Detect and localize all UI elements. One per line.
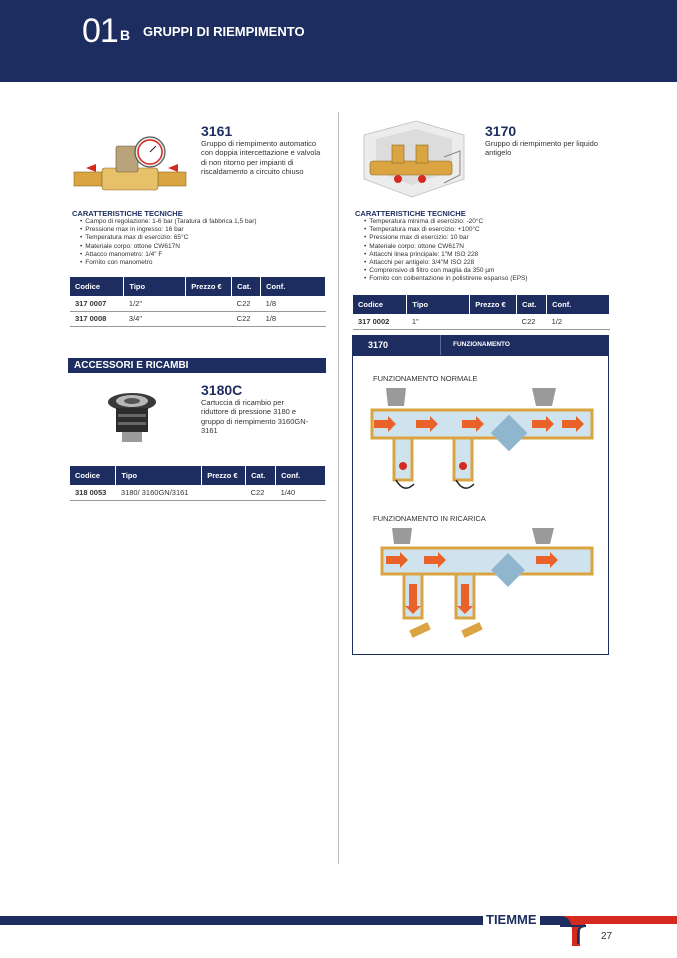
product-table-3170 (353, 295, 610, 330)
col-tipo: Tipo (407, 295, 470, 314)
cell-cat: C22 (232, 296, 261, 311)
spec-item: • Temperatura max di esercizio: 65°C (80, 234, 257, 242)
col-prezzo: Prezzo € (186, 277, 232, 296)
specs-list-3161 (80, 218, 257, 267)
table-row (70, 311, 326, 326)
product-code-3161: 3161 (201, 123, 233, 139)
product-3170-image (356, 117, 468, 205)
col-codice: Codice (353, 295, 407, 314)
cell-type: 1/2" (124, 296, 186, 311)
spec-item: • Attacchi per antigelo: 3/4"M ISO 228 (364, 259, 528, 267)
col-cat: Cat. (517, 295, 547, 314)
product-table-3180c (70, 466, 326, 501)
cell-price (202, 485, 246, 500)
product-description-3180c: Cartuccia di ricambio per riduttore di pressione 3180 e gruppo di riempimento 3160GN-3161 (201, 398, 309, 435)
brand-logo-text: TIEMME (483, 912, 540, 927)
cell-conf: 1/8 (261, 311, 326, 326)
column-divider (338, 112, 339, 864)
cell-cat: C22 (517, 314, 547, 329)
table-row (353, 314, 610, 329)
cell-price (470, 314, 517, 329)
table-row (70, 296, 326, 311)
cell-type: 3180/ 3160GN/3161 (116, 485, 202, 500)
product-code-3180c: 3180C (201, 382, 243, 398)
cell-conf: 1/40 (276, 485, 326, 500)
cell-type: 1" (407, 314, 470, 329)
specs-title-3161: CARATTERISTICHE TECNICHE (72, 209, 183, 218)
cell-conf: 1/8 (261, 296, 326, 311)
table-row (70, 485, 326, 500)
page-title: GRUPPI DI RIEMPIMENTO (143, 24, 305, 39)
col-codice: Codice (70, 466, 116, 485)
recharge-operation-label: FUNZIONAMENTO IN RICARICA (373, 514, 486, 523)
spec-item: • Fornito con manometro (80, 259, 257, 267)
cell-price (186, 311, 232, 326)
product-code-3170: 3170 (485, 123, 517, 139)
function-header (352, 335, 609, 355)
spec-item: • Pressione max in ingresso: 16 bar (80, 226, 257, 234)
spec-item: • Fornito con coibentazione in polistirene espanso (EPS) (364, 275, 528, 283)
col-tipo: Tipo (124, 277, 186, 296)
spec-item: • Pressione max di esercizio: 10 bar (364, 234, 528, 242)
spec-item: • Attacchi linea principale: 1"M ISO 228 (364, 251, 528, 259)
cell-price (186, 296, 232, 311)
cell-code: 318 0053 (70, 485, 116, 500)
product-3161-image (72, 128, 190, 200)
product-description-3161: Gruppo di riempimento automatico con doppia intercettazione e valvola di non ritorno per impianti di riscaldamento a circuito chiuso (201, 139, 321, 176)
col-cat: Cat. (232, 277, 261, 296)
col-conf: Conf. (547, 295, 610, 314)
normal-operation-label: FUNZIONAMENTO NORMALE (373, 374, 478, 383)
product-3180c-image (104, 390, 160, 446)
col-cat: Cat. (246, 466, 276, 485)
spec-item: • Materiale corpo: ottone CW617N (80, 243, 257, 251)
col-prezzo: Prezzo € (470, 295, 517, 314)
spec-item: • Comprensivo di filtro con maglia da 350 µm (364, 267, 528, 275)
cell-code: 317 0007 (70, 296, 124, 311)
col-tipo: Tipo (116, 466, 202, 485)
recharge-operation-diagram (376, 526, 598, 644)
col-conf: Conf. (261, 277, 326, 296)
specs-list-3170 (364, 218, 528, 284)
chapter-number: 01 (82, 12, 118, 50)
table-header-row (70, 466, 326, 485)
spec-item: • Campo di regolazione: 1-6 bar (Taratura di fabbrica 1,5 bar) (80, 218, 257, 226)
cell-code: 317 0008 (70, 311, 124, 326)
table-header-row (353, 295, 610, 314)
cell-type: 3/4" (124, 311, 186, 326)
cell-conf: 1/2 (547, 314, 610, 329)
spec-item: • Materiale corpo: ottone CW617N (364, 243, 528, 251)
table-header-row (70, 277, 326, 296)
col-conf: Conf. (276, 466, 326, 485)
function-divider (440, 335, 441, 355)
col-prezzo: Prezzo € (202, 466, 246, 485)
product-table-3161 (70, 277, 326, 327)
function-code: 3170 (368, 340, 389, 350)
accessories-title: ACCESSORI E RICAMBI (68, 358, 326, 373)
cell-cat: C22 (232, 311, 261, 326)
footer-brand-swoosh (560, 910, 677, 946)
spec-item: • Temperatura max di esercizio: +100°C (364, 226, 528, 234)
normal-operation-diagram (366, 384, 598, 500)
cell-code: 317 0002 (353, 314, 407, 329)
specs-title-3170: CARATTERISTICHE TECNICHE (355, 209, 466, 218)
product-description-3170: Gruppo di riempimento per liquido antigelo (485, 139, 598, 158)
function-title: FUNZIONAMENTO (453, 341, 510, 348)
chapter-letter: B (120, 27, 131, 43)
spec-item: • Temperatura minima di esercizio: -20°C (364, 218, 528, 226)
col-codice: Codice (70, 277, 124, 296)
spec-item: • Attacco manometro: 1/4" F (80, 251, 257, 259)
page-number: 27 (601, 931, 613, 942)
cell-cat: C22 (246, 485, 276, 500)
